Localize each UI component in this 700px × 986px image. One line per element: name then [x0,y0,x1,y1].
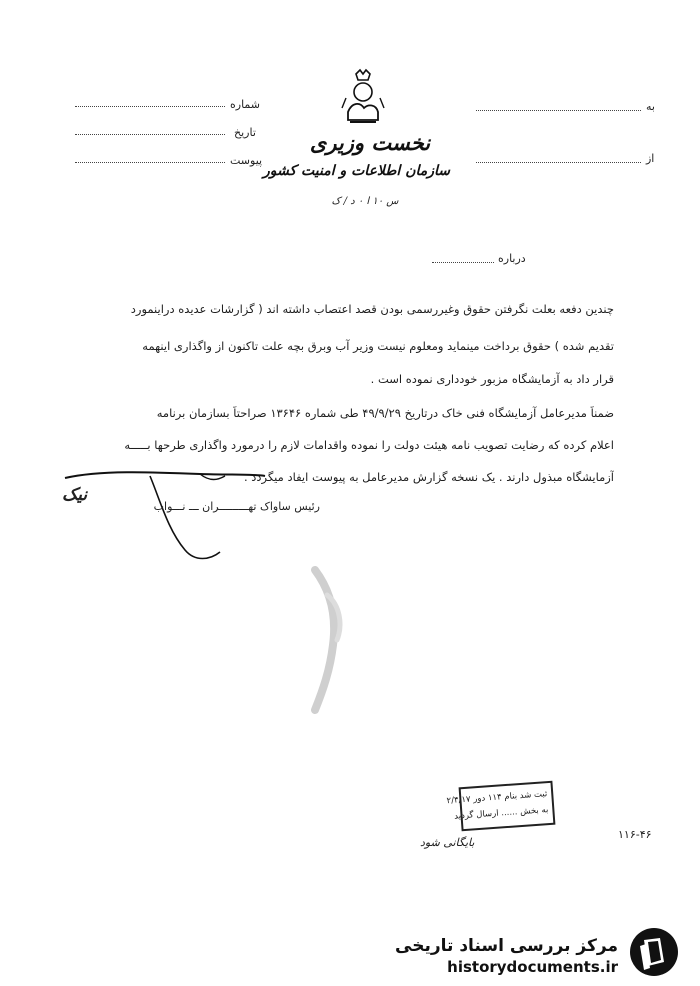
watermark-org-name: مرکز بررسی اسناد تاریخی [395,936,618,956]
reference-code: س ۱۰ ا ۰ د / ک [331,196,399,207]
stamp-line-1: ثبت شد بنام ۱۱۴ دور ۲/۴/۱۷ [446,789,548,807]
stamp-line-2: به بخش ...... ارسال گردید [453,805,549,822]
body-line-3: قرار داد به آزمایشگاه مزبور خودداری نموده است . [370,372,614,386]
ink-smudge-icon [285,565,365,715]
to-dotted-line [476,110,641,111]
number-label: شماره [230,98,261,111]
date-dotted-line [75,134,225,135]
from-dotted-line [476,162,641,163]
number-dotted-line [75,106,225,107]
attachment-dotted-line [75,162,225,163]
archive-logo-icon [628,926,680,978]
body-line-5: اعلام کرده که رضایت تصویب نامه هیئت دولت را نموده واقدامات لازم را درمورد واگذاری طرحها بـــــه [124,438,614,452]
document-number: ۱۱۶-۴۶ [618,828,652,841]
about-dotted-line [432,262,494,263]
registry-stamp [446,781,556,831]
org-subtitle: سازمان اطلاعات و امنیت کشور [263,163,450,179]
handwritten-scribble-icon [60,460,270,570]
from-label: از [646,152,655,165]
to-label: به [646,100,655,113]
handwritten-note: بایگانی شود [420,836,475,849]
org-title: نخست وزیری [309,130,431,155]
body-line-6: آزمایشگاه مبذول دارند . یک نسخه گزارش مدیرعامل به پیوست ایفاد میگردد . [243,470,614,484]
date-label: تاریخ [234,126,256,139]
watermark-url: historydocuments.ir [447,958,618,976]
attachment-label: پیوست [230,154,263,167]
body-line-2: تقدیم شده ) حقوق برداخت مینماید ومعلوم نیست وزیر آب وبرق بچه علت تاکنون از واگذاری اینهمه [142,339,614,353]
lion-and-sun-emblem-icon [338,68,388,134]
signature-hand-initial: نیک [62,485,88,505]
signature-line: رئیس ساواک تهـــــــــران ـــ نـــواب [153,500,320,513]
body-line-1: چندین دفعه بعلت نگرفتن حقوق وغیررسمی بودن قصد اعتصاب داشته اند ( گزارشات عدیده دراینمورد [130,302,614,316]
body-line-4: ضمناً مدیرعامل آزمایشگاه فنی خاک درتاریخ ۴۹/۹/۲۹ طی شماره ۱۳۶۴۶ صراحتاً بسازمان برنامه [156,406,614,420]
about-label: درباره [498,252,526,265]
